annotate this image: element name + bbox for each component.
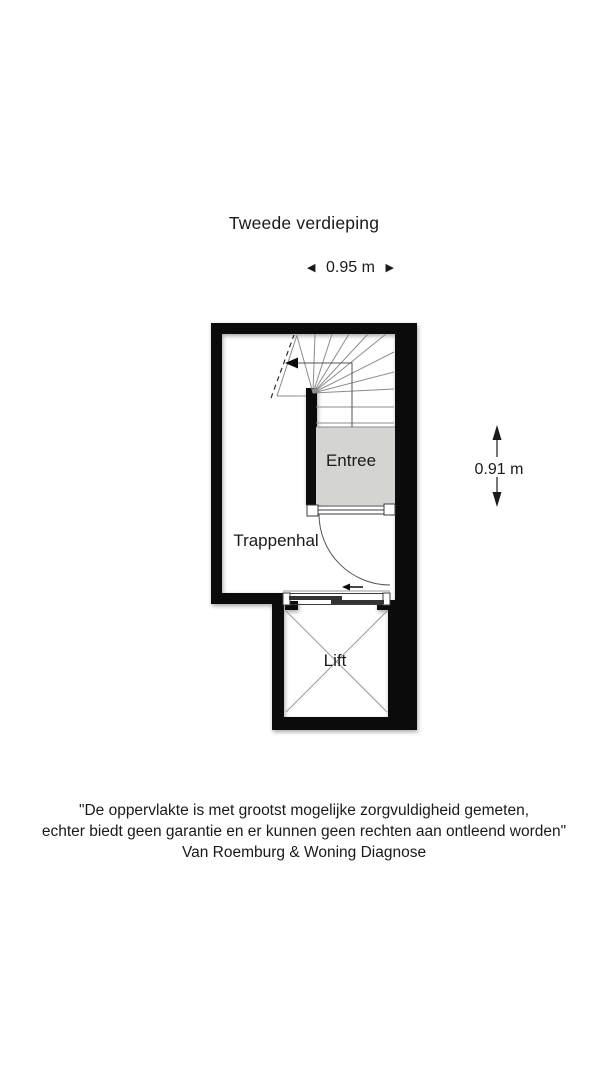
room-label-trappenhal: Trappenhal <box>233 531 319 550</box>
dim-arrow-right-icon: ▶ <box>385 261 394 274</box>
door-post-left <box>307 505 318 516</box>
stair-walkline <box>297 363 352 427</box>
wall-lift-bottom <box>272 717 417 730</box>
disclaimer-line-2: echter biedt geen garantie en er kunnen geen rechten aan ontleend worden" <box>41 823 567 840</box>
lift-door-post-left <box>283 593 290 605</box>
stair-dashed-line <box>271 335 294 398</box>
height-dimension-label: 0.91 m <box>474 461 524 478</box>
wall-left <box>211 323 222 604</box>
dim-arrow-left-icon: ◀ <box>307 261 316 274</box>
wall-lift-left <box>272 593 284 730</box>
room-label-lift: Lift <box>323 651 347 670</box>
disclaimer-line-3: Van Roemburg & Woning Diagnose <box>181 844 427 861</box>
disclaimer <box>0 800 608 863</box>
wall-right-upper <box>395 323 417 603</box>
width-dimension-label: 0.95 m <box>326 259 375 276</box>
walls <box>211 323 417 730</box>
lift-door-panel <box>289 596 342 600</box>
wall-top <box>211 323 417 334</box>
door-swing-arc <box>319 514 390 585</box>
lift-door-post-right <box>383 593 390 605</box>
door-post-right <box>384 504 395 515</box>
lift-door-panel <box>331 600 384 604</box>
lift-sliding-door <box>283 591 390 605</box>
page-title: Tweede verdieping <box>228 213 380 233</box>
height-dimension <box>471 425 527 507</box>
wall-entree-divider <box>306 388 317 505</box>
room-label-entree: Entree <box>325 451 377 470</box>
lift-door-arrow <box>342 584 363 591</box>
entree-door <box>307 504 395 585</box>
disclaimer-line-1: "De oppervlakte is met grootst mogelijke zorgvuldigheid gemeten, <box>78 802 530 819</box>
height-dim-arrow-up-icon <box>493 425 502 440</box>
height-dim-arrow-down-icon <box>493 492 502 507</box>
lift-door-arrow-head-icon <box>342 584 350 591</box>
wall-lift-right <box>388 600 417 730</box>
staircase <box>277 334 395 427</box>
